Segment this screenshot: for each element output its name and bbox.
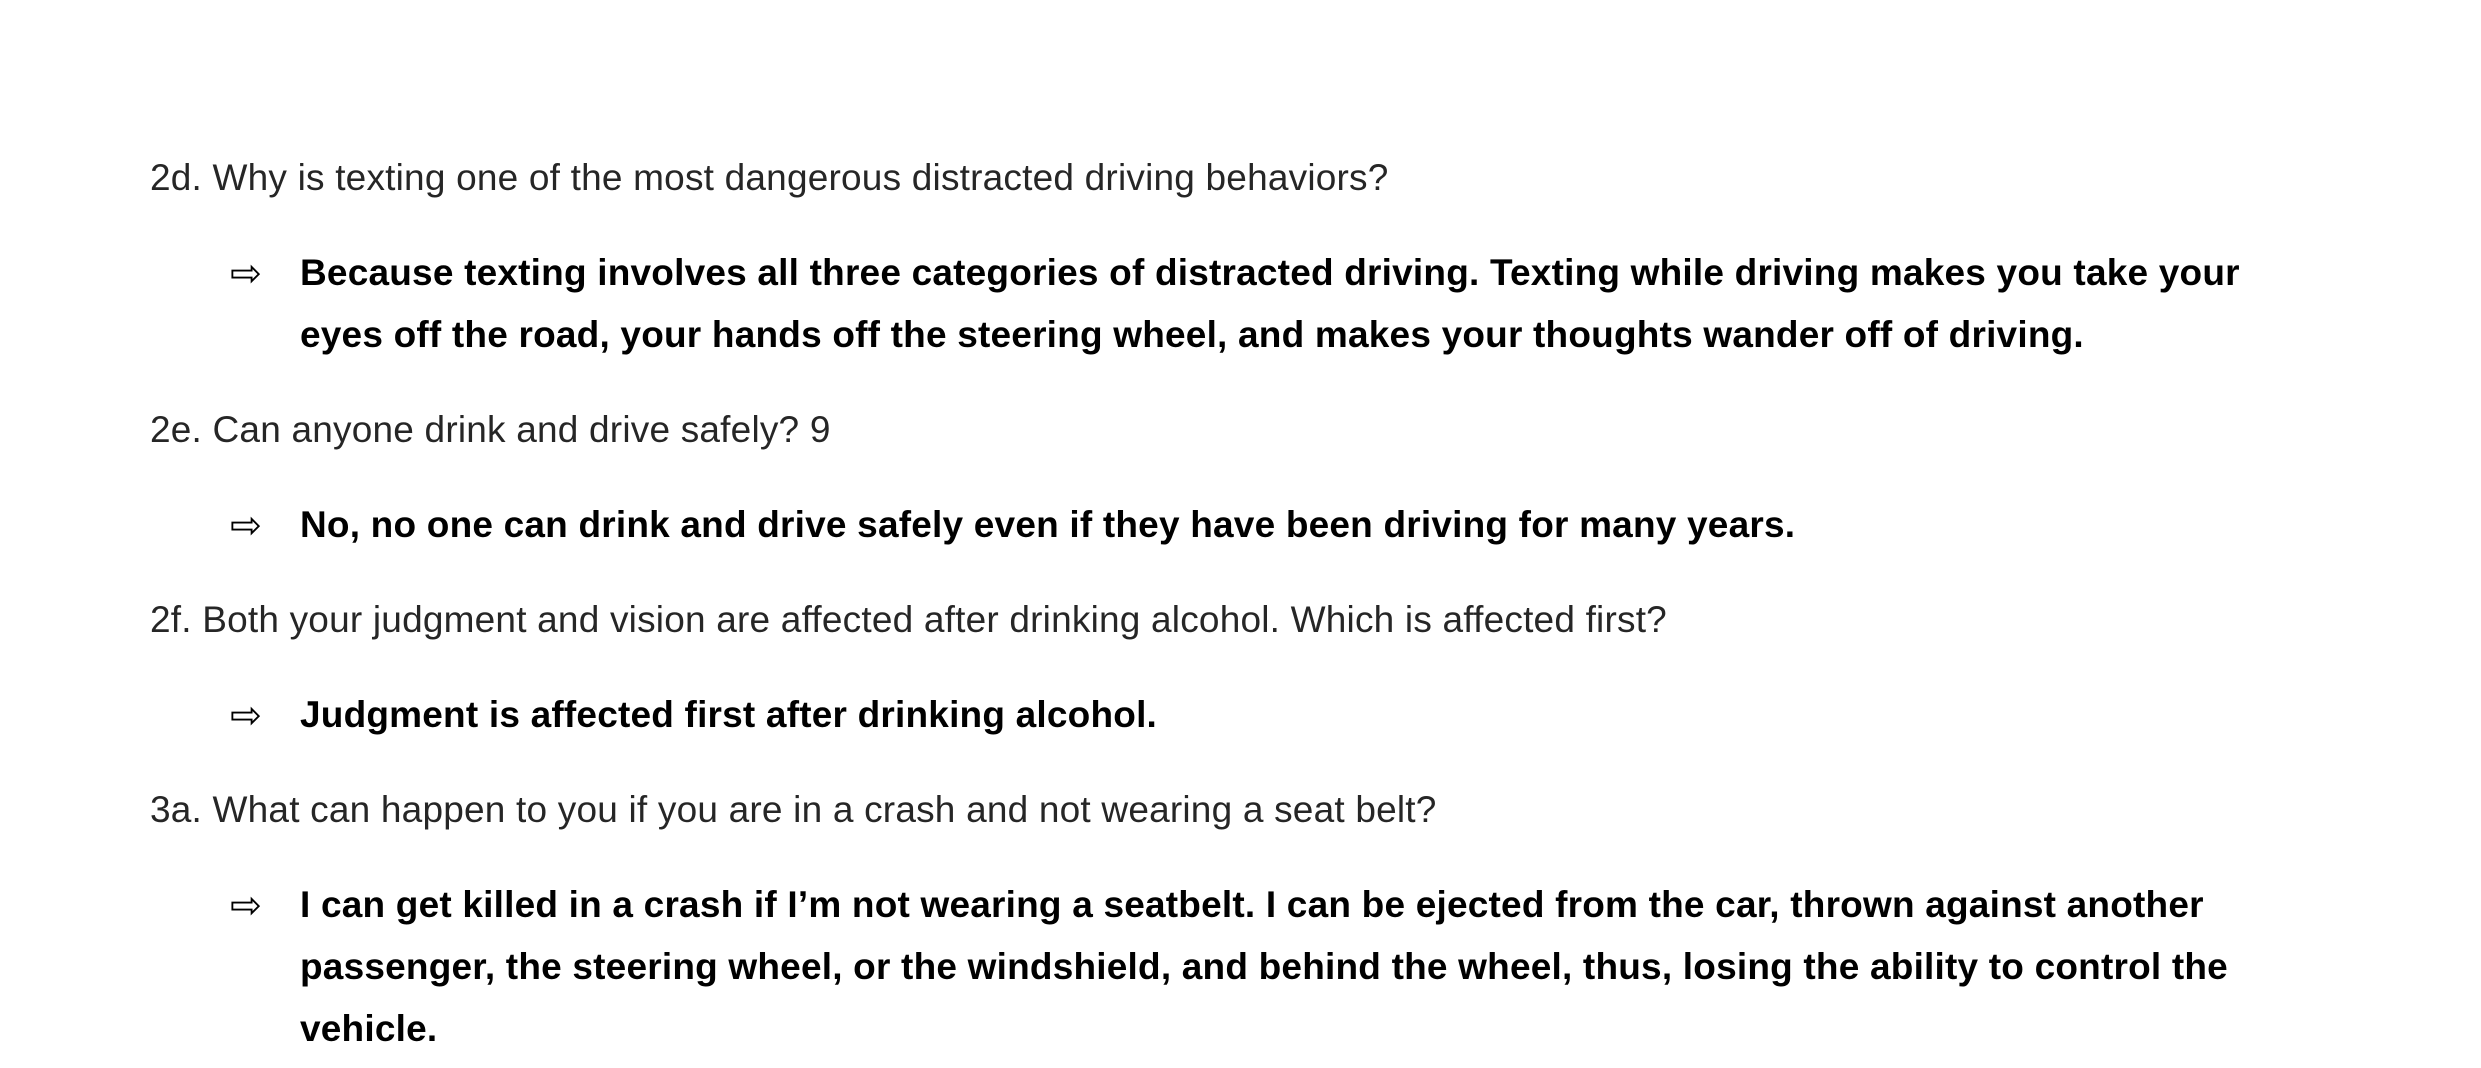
answer-row [230, 874, 2331, 1060]
question-text: 3a. What can happen to you if you are in a crash and not wearing a seat belt? [150, 789, 1437, 830]
answer-row [230, 494, 2331, 556]
qa-item [150, 399, 2331, 556]
answer-text: I can get killed in a crash if I’m not wearing a seatbelt. I can be ejected from the car, thrown against another passenger, the steering wheel, or the windshield, and behind the wheel, thus, losing the ability to control the vehicle. [300, 884, 2228, 1049]
right-arrow-icon: ⇨ [230, 503, 262, 547]
answer-text: No, no one can drink and drive safely even if they have been driving for many years. [300, 504, 1796, 545]
right-arrow-icon: ⇨ [230, 251, 262, 295]
qa-item [150, 589, 2331, 746]
question-text: 2e. Can anyone drink and drive safely? 9 [150, 409, 831, 450]
answer-row [230, 684, 2331, 746]
answer-text: Because texting involves all three categories of distracted driving. Texting while driving makes you take your eyes off the road, your hands off the steering wheel, and makes your thoughts wander off of driving. [300, 252, 2240, 355]
qa-item [150, 147, 2331, 366]
right-arrow-icon: ⇨ [230, 883, 262, 927]
question-text: 2f. Both your judgment and vision are affected after drinking alcohol. Which is affected first? [150, 599, 1667, 640]
answer-row [230, 242, 2331, 366]
answer-text: Judgment is affected first after drinking alcohol. [300, 694, 1158, 735]
right-arrow-icon: ⇨ [230, 693, 262, 737]
qa-item [150, 779, 2331, 1060]
question-text: 2d. Why is texting one of the most dangerous distracted driving behaviors? [150, 157, 1389, 198]
